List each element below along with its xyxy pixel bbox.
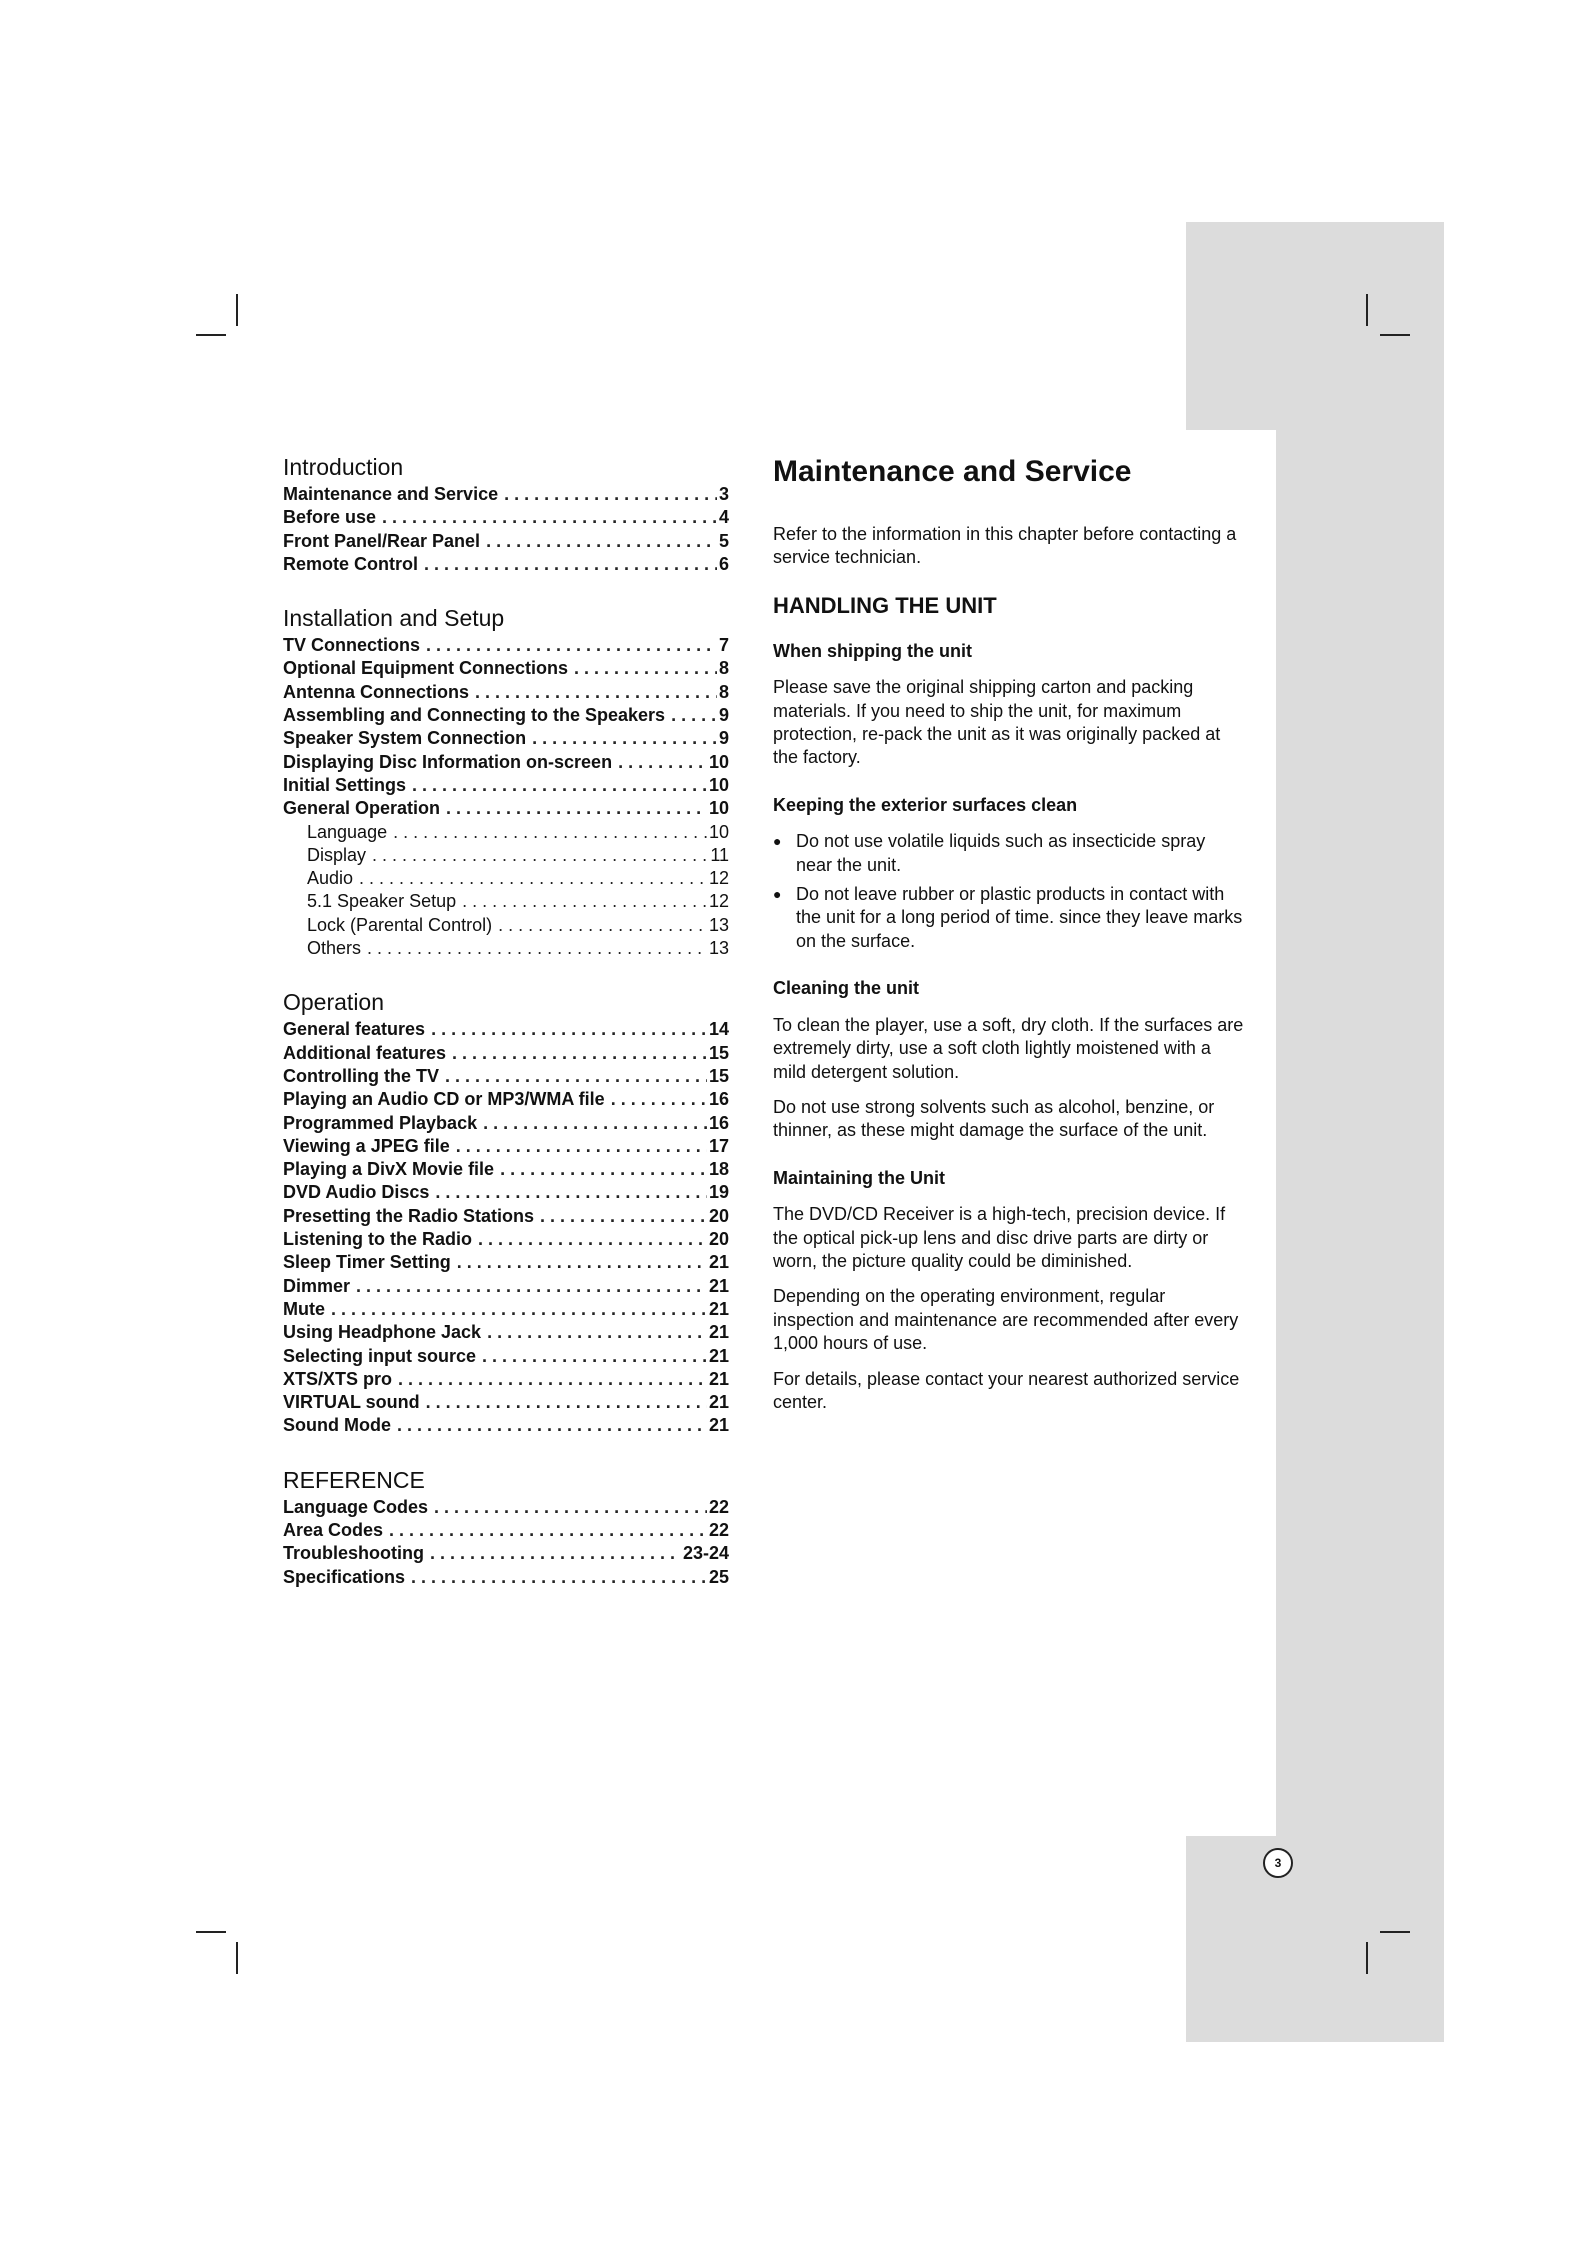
toc-section: [283, 987, 729, 1437]
toc-entry-label: Audio: [307, 868, 354, 889]
toc-entry: [283, 1088, 729, 1111]
toc-entry: [283, 657, 729, 680]
toc-leader-dots: [487, 1321, 707, 1344]
toc-entry-page: 9: [718, 728, 729, 749]
toc-leader-dots: [397, 1414, 707, 1437]
toc-entry-label: 5.1 Speaker Setup: [307, 891, 457, 912]
table-of-contents: [283, 452, 729, 1616]
maintaining-block: [773, 1167, 1245, 1415]
toc-leader-dots: [424, 553, 717, 576]
toc-entry-label: Language Codes: [283, 1496, 429, 1517]
shipping-block: [773, 640, 1245, 770]
toc-leader-dots: [498, 914, 707, 937]
toc-entry-page: 14: [708, 1019, 729, 1040]
toc-leader-dots: [372, 844, 708, 867]
cleaning-block: [773, 977, 1245, 1142]
shipping-title: When shipping the unit: [773, 640, 972, 661]
toc-leader-dots: [574, 657, 717, 680]
toc-entry-label: Playing an Audio CD or MP3/WMA file: [283, 1089, 605, 1110]
toc-entry: [283, 1275, 729, 1298]
crop-mark-bottom-left-v: [236, 1942, 238, 1974]
crop-mark-bottom-right-h: [1380, 1931, 1410, 1933]
article-title: Maintenance and Service: [773, 455, 1132, 488]
toc-entry: [283, 1205, 729, 1228]
toc-leader-dots: [367, 937, 707, 960]
toc-entry-page: 8: [718, 681, 729, 702]
toc-entry: [283, 890, 729, 913]
toc-leader-dots: [462, 890, 707, 913]
toc-entry: [283, 681, 729, 704]
toc-leader-dots: [412, 774, 707, 797]
toc-entry-page: 10: [708, 821, 729, 842]
toc-entry-page: 10: [708, 751, 729, 772]
toc-section: [283, 603, 729, 960]
toc-heading: Introduction: [283, 454, 404, 480]
toc-entry-label: Dimmer: [283, 1275, 351, 1296]
toc-entry-page: 21: [708, 1252, 729, 1273]
toc-leader-dots: [445, 1065, 707, 1088]
toc-entry: [283, 727, 729, 750]
toc-entry-page: 19: [708, 1182, 729, 1203]
toc-leader-dots: [486, 530, 717, 553]
toc-entry: [283, 1112, 729, 1135]
toc-entry-label: Mute: [283, 1298, 325, 1319]
toc-leader-dots: [434, 1496, 707, 1519]
cleaning-title: Cleaning the unit: [773, 978, 919, 999]
toc-leader-dots: [411, 1566, 707, 1589]
toc-heading: Installation and Setup: [283, 605, 505, 632]
toc-leader-dots: [359, 867, 707, 890]
toc-entry-label: Assembling and Connecting to the Speakers: [283, 705, 666, 726]
toc-entry-page: 21: [708, 1275, 729, 1296]
toc-entry: [283, 867, 729, 890]
toc-entry: [283, 553, 729, 576]
toc-entry-page: 21: [708, 1345, 729, 1366]
toc-entry-page: 16: [708, 1112, 729, 1133]
toc-entry-label: Antenna Connections: [283, 681, 470, 702]
toc-entry-page: 12: [708, 891, 729, 912]
toc-entry: [283, 751, 729, 774]
toc-entry-label: Lock (Parental Control): [307, 914, 493, 935]
toc-leader-dots: [611, 1088, 707, 1111]
toc-entry: [283, 506, 729, 529]
toc-entry-label: Presetting the Radio Stations: [283, 1205, 535, 1226]
toc-leader-dots: [382, 506, 717, 529]
toc-entry: [283, 797, 729, 820]
toc-entry-page: 13: [708, 938, 729, 959]
toc-entry: [283, 530, 729, 553]
toc-section: [283, 452, 729, 576]
toc-entry-label: TV Connections: [283, 635, 421, 656]
side-tab-strip: [1276, 222, 1444, 2042]
toc-leader-dots: [426, 1391, 707, 1414]
bullet-item: ● Do not use volatile liquids such as insecticide spray near the unit.: [773, 830, 1245, 877]
toc-entry-label: Sleep Timer Setting: [283, 1252, 451, 1273]
toc-entry-label: DVD Audio Discs: [283, 1182, 430, 1203]
toc-entry: [283, 1251, 729, 1274]
article-intro: Refer to the information in this chapter before contacting a service technician.: [773, 524, 1237, 568]
toc-entry-label: Playing a DivX Movie file: [283, 1159, 495, 1180]
toc-entry-label: Speaker System Connection: [283, 728, 527, 749]
toc-entry-page: 15: [708, 1042, 729, 1063]
toc-entry-page: 25: [708, 1566, 729, 1587]
toc-entry-page: 21: [708, 1415, 729, 1436]
toc-entry-page: 9: [718, 705, 729, 726]
toc-entry: [283, 1065, 729, 1088]
toc-entry-page: 15: [708, 1065, 729, 1086]
toc-entry: [283, 1158, 729, 1181]
toc-entry-label: Sound Mode: [283, 1415, 391, 1436]
crop-mark-bottom-right-v: [1366, 1942, 1368, 1974]
crop-mark-top-left-v: [236, 294, 238, 326]
toc-entry: [283, 1345, 729, 1368]
cleaning-text-2: Do not use strong solvents such as alcohol, benzine, or thinner, as these might damage the surface of the unit.: [773, 1096, 1215, 1141]
toc-entry-label: Listening to the Radio: [283, 1229, 472, 1250]
toc-entry-page: 21: [708, 1298, 729, 1319]
toc-entry-page: 3: [718, 484, 729, 504]
toc-entry: [283, 1368, 729, 1391]
toc-entry-page: 22: [708, 1496, 729, 1517]
section-title: HANDLING THE UNIT: [773, 592, 997, 618]
toc-leader-dots: [393, 821, 707, 844]
toc-entry-label: Using Headphone Jack: [283, 1322, 482, 1343]
crop-mark-bottom-left-h: [196, 1931, 226, 1933]
toc-leader-dots: [389, 1519, 707, 1542]
toc-entry: [283, 1135, 729, 1158]
toc-entry-page: 21: [708, 1322, 729, 1343]
toc-leader-dots: [398, 1368, 707, 1391]
toc-entry: [283, 844, 729, 867]
toc-leader-dots: [430, 1542, 681, 1565]
toc-entry: [283, 914, 729, 937]
toc-leader-dots: [356, 1275, 707, 1298]
toc-leader-dots: [671, 704, 717, 727]
cleaning-text-1: To clean the player, use a soft, dry cloth. If the surfaces are extremely dirty, use a soft cloth lightly moistened with a mild detergent solution.: [773, 1014, 1244, 1082]
toc-entry: [283, 634, 729, 657]
toc-leader-dots: [475, 681, 717, 704]
toc-entry-label: Front Panel/Rear Panel: [283, 530, 481, 551]
toc-entry-label: Before use: [283, 507, 377, 528]
maintaining-text-2: Depending on the operating environment, regular inspection and maintenance are recommended after every 1,000 hours of use.: [773, 1286, 1239, 1354]
toc-entry-label: General Operation: [283, 798, 441, 819]
toc-entry-page: 11: [710, 844, 729, 865]
exterior-bullets: [773, 830, 1245, 953]
toc-entry-label: VIRTUAL sound: [283, 1392, 420, 1413]
toc-entry-label: Others: [307, 938, 362, 959]
toc-entry-label: Programmed Playback: [283, 1112, 478, 1133]
toc-entry-label: Optional Equipment Connections: [283, 658, 568, 679]
toc-leader-dots: [452, 1042, 707, 1065]
toc-leader-dots: [435, 1181, 707, 1204]
toc-leader-dots: [483, 1112, 707, 1135]
toc-heading: REFERENCE: [283, 1466, 425, 1493]
toc-entry-label: Viewing a JPEG file: [283, 1135, 450, 1156]
toc-entry-page: 7: [718, 635, 729, 656]
toc-leader-dots: [618, 751, 707, 774]
toc-entry-page: 10: [708, 798, 729, 819]
toc-entry-label: Initial Settings: [283, 774, 407, 795]
toc-entry: [283, 1566, 729, 1589]
toc-entry: [283, 483, 729, 506]
toc-entry-label: Area Codes: [283, 1519, 384, 1540]
toc-entry-page: 13: [708, 914, 729, 935]
toc-entry-page: 23-24: [682, 1543, 729, 1564]
toc-entry-page: 6: [718, 553, 729, 574]
toc-entry: [283, 774, 729, 797]
toc-entry-page: 8: [718, 658, 729, 679]
toc-entry: [283, 1042, 729, 1065]
toc-entry-label: Remote Control: [283, 553, 418, 574]
toc-entry-label: Display: [307, 844, 367, 865]
toc-entry-label: Controlling the TV: [283, 1065, 439, 1086]
toc-entry: [283, 1391, 729, 1414]
toc-section: [283, 1465, 729, 1589]
toc-entry: [283, 1298, 729, 1321]
toc-leader-dots: [540, 1205, 707, 1228]
toc-entry-label: Specifications: [283, 1566, 406, 1587]
toc-entry-label: Maintenance and Service: [283, 484, 499, 504]
toc-leader-dots: [478, 1228, 707, 1251]
toc-entry: [283, 1321, 729, 1344]
toc-entry: [283, 1542, 729, 1565]
exterior-block: [773, 794, 1245, 953]
toc-entry-page: 12: [708, 868, 729, 889]
toc-entry-page: 21: [708, 1392, 729, 1413]
toc-leader-dots: [504, 483, 717, 506]
toc-entry-page: 20: [708, 1205, 729, 1226]
page-number: 3: [1263, 1848, 1293, 1878]
toc-entry-page: 16: [708, 1089, 729, 1110]
toc-entry-label: General features: [283, 1019, 426, 1040]
toc-entry-page: 5: [718, 530, 729, 551]
article: [773, 452, 1245, 1438]
toc-entry-label: Language: [307, 821, 388, 842]
toc-entry-page: 10: [708, 774, 729, 795]
toc-entry: [283, 1228, 729, 1251]
side-tab-bottom: [1186, 1836, 1444, 2042]
toc-leader-dots: [500, 1158, 707, 1181]
toc-entry-label: Additional features: [283, 1042, 447, 1063]
toc-entry: [283, 821, 729, 844]
toc-entry-label: Troubleshooting: [283, 1543, 424, 1564]
toc-entry: [283, 1496, 729, 1519]
toc-entry: [283, 937, 729, 960]
toc-heading: Operation: [283, 989, 385, 1016]
toc-entry-page: 21: [708, 1368, 729, 1389]
toc-entry: [283, 1181, 729, 1204]
toc-entry-page: 4: [718, 507, 729, 528]
maintaining-text-3: For details, please contact your nearest authorized service center.: [773, 1368, 1240, 1412]
maintaining-title: Maintaining the Unit: [773, 1167, 945, 1188]
toc-entry-label: Selecting input source: [283, 1345, 477, 1366]
toc-entry: [283, 1414, 729, 1437]
toc-leader-dots: [431, 1018, 707, 1041]
exterior-title: Keeping the exterior surfaces clean: [773, 794, 1078, 815]
toc-leader-dots: [426, 634, 717, 657]
crop-mark-top-left-h: [196, 334, 226, 336]
toc-entry-label: XTS/XTS pro: [283, 1368, 393, 1389]
toc-entry: [283, 1519, 729, 1542]
toc-entry-page: 20: [708, 1229, 729, 1250]
toc-entry-page: 18: [708, 1159, 729, 1180]
toc-entry-page: 22: [708, 1519, 729, 1540]
maintaining-text-1: The DVD/CD Receiver is a high-tech, precision device. If the optical pick-up lens and disc drive parts are dirty or worn, the picture quality could be diminished.: [773, 1204, 1226, 1271]
toc-entry-label: Displaying Disc Information on-screen: [283, 751, 613, 772]
toc-leader-dots: [456, 1135, 707, 1158]
crop-mark-top-right-h: [1380, 334, 1410, 336]
toc-entry: [283, 1018, 729, 1041]
toc-entry: [283, 704, 729, 727]
shipping-text: Please save the original shipping carton and packing materials. If you need to ship the unit, for maximum protection, re-pack the unit as it was originally packed at the factory.: [773, 677, 1221, 768]
toc-leader-dots: [532, 727, 717, 750]
toc-leader-dots: [331, 1298, 707, 1321]
toc-entry-page: 17: [708, 1135, 729, 1156]
crop-mark-top-right-v: [1366, 294, 1368, 326]
toc-leader-dots: [482, 1345, 707, 1368]
bullet-item: ● Do not leave rubber or plastic products in contact with the unit for a long period of time. since they leave marks on the surface.: [773, 883, 1245, 953]
toc-leader-dots: [457, 1251, 707, 1274]
toc-leader-dots: [446, 797, 707, 820]
